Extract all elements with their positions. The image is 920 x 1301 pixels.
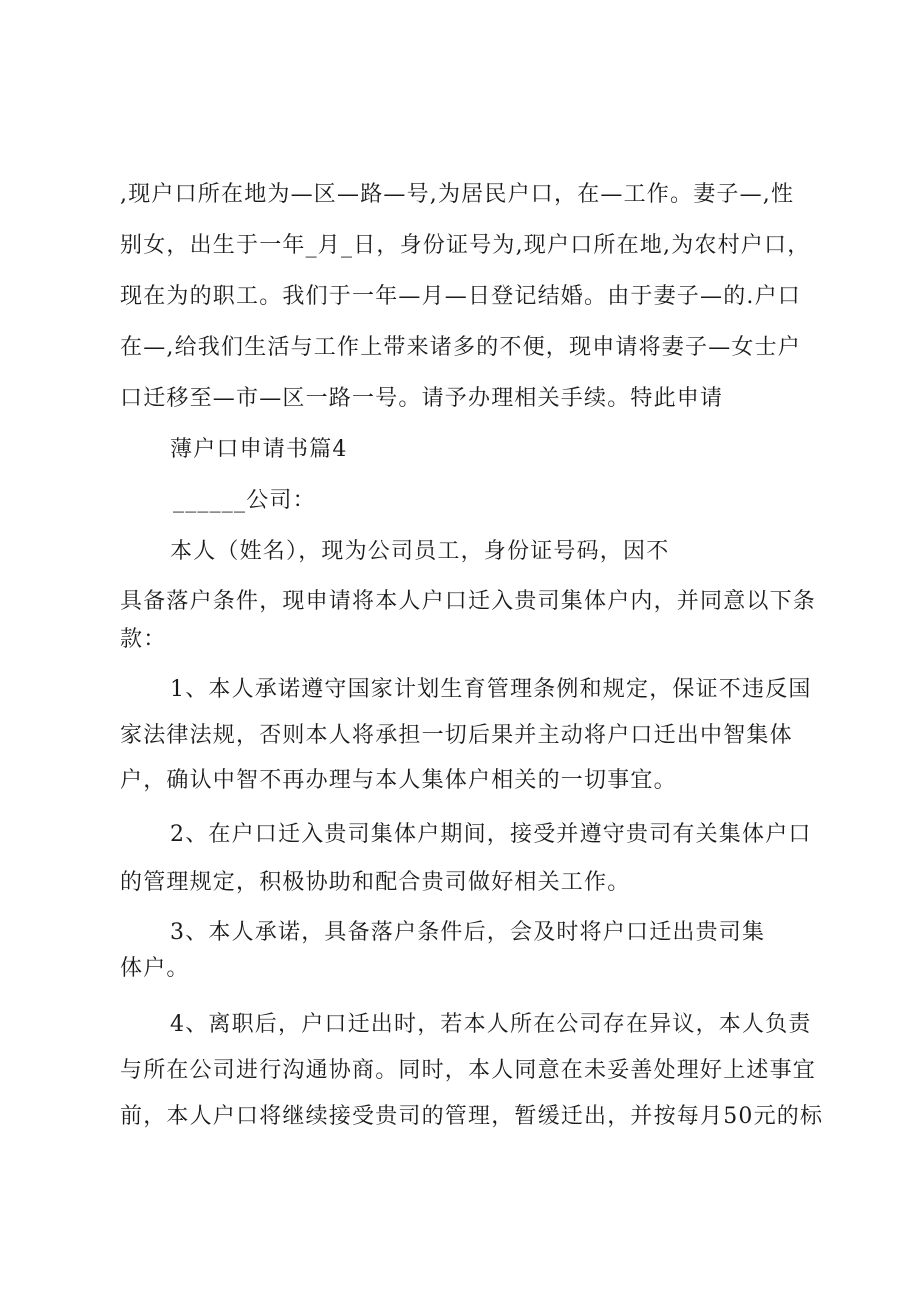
text-line: 前，本人户口将继续接受贵司的管理，暂缓迁出，并按每月50元的标 [120,1104,824,1129]
text-line: 现在为的职工。我们于一年—月—日登记结婚。由于妻子—的.户口 [120,284,801,309]
text-line: 1、本人承诺遵守国家计划生育管理条例和规定，保证不违反国 [170,677,812,702]
text-line: 具备落户条件，现申请将本人户口迁入贵司集体户内，并同意以下条 [120,589,817,614]
text-line: 在—,给我们生活与工作上带来诸多的不便，现申请将妻子—女士户 [120,335,801,360]
text-line: 口迁移至—市—区一路一号。请予办理相关手续。特此申请 [120,386,724,411]
text-line: 别女，出生于一年_月_日，身份证号为,现户口所在地,为农村户口， [120,233,811,258]
text-line: 款： [120,627,167,652]
salutation: ______公司： [173,488,316,513]
text-line: 的管理规定，积极协助和配合贵司做好相关工作。 [120,870,631,895]
text-line: 2、在户口迁入贵司集体户期间，接受并遵守贵司有关集体户口 [170,822,812,847]
text-line: 3、本人承诺，具备落户条件后，会及时将户口迁出贵司集 [170,920,766,945]
text-line: 家法律法规，否则本人将承担一切后果并主动将户口迁出中智集体 [120,723,793,748]
section-heading: 薄户口申请书篇4 [170,437,348,462]
text-line: 体户。 [120,956,190,981]
text-line: 4、离职后，户口迁出时，若本人所在公司存在异议，本人负责 [170,1012,812,1037]
text-line: 本人（姓名），现为公司员工，身份证号码，因不 [170,539,670,564]
text-line: ,现户口所在地为—区—路—号,为居民户口，在—工作。妻子—,性 [120,182,795,207]
text-line: 户，确认中智不再办理与本人集体户相关的一切事宜。 [120,768,677,793]
text-line: 与所在公司进行沟通协商。同时，本人同意在未妥善处理好上述事宜 [120,1058,817,1083]
